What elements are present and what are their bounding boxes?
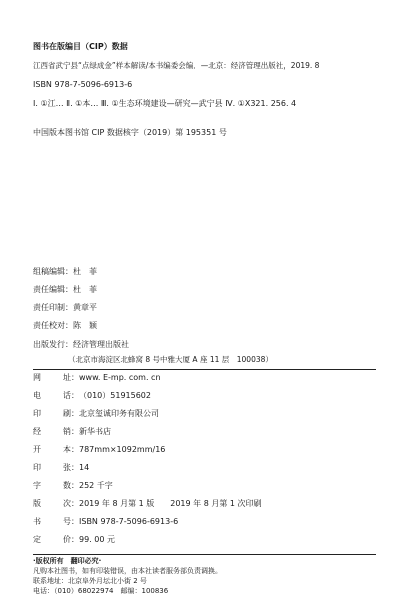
staff-label: 责任印制： bbox=[33, 303, 73, 312]
divider-top bbox=[33, 369, 376, 370]
cip-classification: Ⅰ. ①江… Ⅱ. ①本… Ⅲ. ①生态环境建设—研究—武宁县 Ⅳ. ①X321. 256. 4 bbox=[33, 99, 297, 108]
cip-heading: 图书在版编目（CIP）数据 bbox=[33, 42, 128, 51]
spec-label: 刷： bbox=[63, 409, 79, 418]
staff-print-supervisor bbox=[33, 303, 97, 313]
staff-label: 责任校对： bbox=[33, 321, 73, 330]
spec-value: （010）51915602 bbox=[79, 391, 151, 400]
cip-line1: 江西省武宁县“点绿成金”样本解读/本书编委会编．—北京：经济管理出版社，2019. 8 bbox=[33, 61, 320, 70]
spec-value: ISBN 978-7-5096-6913-6 bbox=[79, 517, 179, 526]
staff-value: 杜 菲 bbox=[73, 267, 97, 276]
spec-label-char: 经 bbox=[33, 427, 41, 436]
publisher-address: （北京市海淀区北蜂窝 8 号中雅大厦 A 座 11 层 100038） bbox=[68, 355, 273, 364]
spec-value: 787mm×1092mm/16 bbox=[79, 445, 166, 454]
spec-row bbox=[33, 373, 161, 383]
spec-value: 99. 00 元 bbox=[79, 535, 115, 544]
staff-value: 陈 颖 bbox=[73, 321, 97, 330]
spec-row bbox=[33, 535, 115, 545]
spec-row bbox=[33, 499, 262, 509]
spec-value: www. E-mp. com. cn bbox=[79, 373, 161, 382]
spec-label-char: 印 bbox=[33, 409, 41, 418]
replacement-notice: 凡购本社图书，如有印装错误，由本社读者服务部负责调换。 bbox=[33, 567, 222, 575]
contact-address: 联系地址：北京阜外月坛北小街 2 号 bbox=[33, 577, 147, 585]
staff-commissioning-editor bbox=[33, 267, 97, 277]
staff-proofreader bbox=[33, 321, 97, 331]
staff-value: 杜 菲 bbox=[73, 285, 97, 294]
spec-label-char: 印 bbox=[33, 463, 41, 472]
spec-label: 本： bbox=[63, 445, 79, 454]
spec-label: 次： bbox=[63, 499, 79, 508]
spec-label: 话： bbox=[63, 391, 79, 400]
spec-label-char: 书 bbox=[33, 517, 41, 526]
cip-isbn: ISBN 978-7-5096-6913-6 bbox=[33, 80, 133, 89]
spec-row bbox=[33, 427, 111, 437]
staff-label: 责任编辑： bbox=[33, 285, 73, 294]
spec-label: 张： bbox=[63, 463, 79, 472]
spec-label: 销： bbox=[63, 427, 79, 436]
spec-value: 2019 年 8 月第 1 版 2019 年 8 月第 1 次印刷 bbox=[79, 499, 262, 508]
spec-label: 号： bbox=[63, 517, 79, 526]
spec-row bbox=[33, 409, 159, 419]
spec-label-char: 版 bbox=[33, 499, 41, 508]
spec-label-char: 开 bbox=[33, 445, 41, 454]
publisher-line: 出版发行：经济管理出版社 bbox=[33, 340, 129, 349]
spec-label-char: 定 bbox=[33, 535, 41, 544]
spec-value: 北京玺诚印务有限公司 bbox=[79, 409, 159, 418]
spec-row bbox=[33, 391, 151, 401]
spec-value: 新华书店 bbox=[79, 427, 111, 436]
staff-label: 组稿编辑： bbox=[33, 267, 73, 276]
divider-bottom bbox=[33, 554, 376, 555]
spec-value: 14 bbox=[79, 463, 90, 472]
spec-label-char: 电 bbox=[33, 391, 41, 400]
contact-phone: 电话：（010）68022974 邮编：100836 bbox=[33, 587, 169, 595]
rights-notice: ·版权所有 翻印必究· bbox=[33, 557, 102, 565]
spec-label: 价： bbox=[63, 535, 79, 544]
spec-row bbox=[33, 445, 165, 455]
spec-value: 252 千字 bbox=[79, 481, 113, 490]
spec-row bbox=[33, 517, 178, 527]
spec-label-char: 网 bbox=[33, 373, 41, 382]
spec-row bbox=[33, 463, 89, 473]
spec-row bbox=[33, 481, 113, 491]
spec-label: 数： bbox=[63, 481, 79, 490]
cip-record-number: 中国版本图书馆 CIP 数据核字（2019）第 195351 号 bbox=[33, 128, 227, 137]
staff-responsible-editor bbox=[33, 285, 97, 295]
spec-label-char: 字 bbox=[33, 481, 41, 490]
staff-value: 黄章平 bbox=[73, 303, 97, 312]
spec-label: 址： bbox=[63, 373, 79, 382]
